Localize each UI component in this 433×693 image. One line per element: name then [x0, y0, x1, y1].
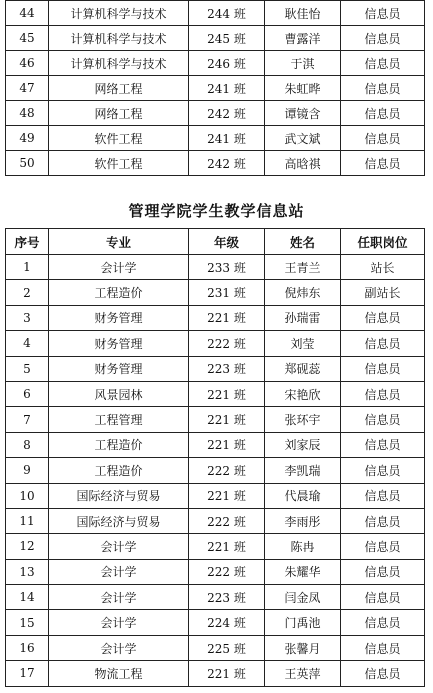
cell-position: 信息员: [341, 432, 425, 457]
cell-major: 软件工程: [49, 151, 189, 176]
cell-grade: 223 班: [189, 585, 265, 610]
cell-no: 2: [6, 280, 49, 305]
header-name: 姓名: [265, 229, 341, 255]
cell-position: 信息员: [341, 661, 425, 686]
cell-grade: 241 班: [189, 76, 265, 101]
header-position: 任职岗位: [341, 229, 425, 255]
header-major: 专业: [49, 229, 189, 255]
cell-grade: 223 班: [189, 356, 265, 381]
cell-name: 陈冉: [265, 534, 341, 559]
cell-grade: 221 班: [189, 407, 265, 432]
cell-no: 47: [6, 76, 49, 101]
cell-name: 王青兰: [265, 255, 341, 280]
cell-name: 宋艳欣: [265, 381, 341, 406]
cell-major: 软件工程: [49, 126, 189, 151]
cell-name: 高晗祺: [265, 151, 341, 176]
cell-no: 45: [6, 26, 49, 51]
cell-no: 5: [6, 356, 49, 381]
table-row: [6, 508, 425, 533]
table-row: [6, 151, 425, 176]
cell-name: 闫金凤: [265, 585, 341, 610]
cell-position: 信息员: [341, 381, 425, 406]
cell-name: 李雨彤: [265, 508, 341, 533]
cell-position: 信息员: [341, 26, 425, 51]
cell-no: 44: [6, 1, 49, 26]
cell-no: 17: [6, 661, 49, 686]
table-row: [6, 432, 425, 457]
cell-grade: 221 班: [189, 661, 265, 686]
cell-no: 7: [6, 407, 49, 432]
cell-no: 16: [6, 635, 49, 660]
cell-major: 会计学: [49, 635, 189, 660]
table-header-row: [6, 229, 425, 255]
cell-major: 会计学: [49, 585, 189, 610]
cell-no: 50: [6, 151, 49, 176]
cell-grade: 221 班: [189, 305, 265, 330]
table-row: [6, 407, 425, 432]
cell-major: 财务管理: [49, 356, 189, 381]
cell-name: 张环宇: [265, 407, 341, 432]
cell-name: 代晨瑜: [265, 483, 341, 508]
cell-major: 工程管理: [49, 407, 189, 432]
cell-no: 48: [6, 101, 49, 126]
cell-name: 朱耀华: [265, 559, 341, 584]
cell-name: 孙瑞雷: [265, 305, 341, 330]
cell-major: 会计学: [49, 534, 189, 559]
cell-major: 物流工程: [49, 661, 189, 686]
table-row: [6, 1, 425, 26]
cell-grade: 245 班: [189, 26, 265, 51]
cell-position: 信息员: [341, 483, 425, 508]
cell-grade: 242 班: [189, 151, 265, 176]
cell-major: 网络工程: [49, 76, 189, 101]
cell-position: 信息员: [341, 76, 425, 101]
table-row: [6, 26, 425, 51]
cell-major: 国际经济与贸易: [49, 483, 189, 508]
cell-position: 信息员: [341, 635, 425, 660]
cell-no: 1: [6, 255, 49, 280]
table-row: [6, 483, 425, 508]
table-row: [6, 381, 425, 406]
info-station-table-body: [6, 255, 425, 687]
info-station-table: [5, 228, 425, 687]
cell-position: 信息员: [341, 356, 425, 381]
table-row: [6, 331, 425, 356]
cell-major: 计算机科学与技术: [49, 51, 189, 76]
cell-name: 刘家辰: [265, 432, 341, 457]
cell-no: 13: [6, 559, 49, 584]
table-row: [6, 585, 425, 610]
cell-major: 会计学: [49, 255, 189, 280]
cell-name: 刘莹: [265, 331, 341, 356]
table-row: [6, 559, 425, 584]
cell-position: 信息员: [341, 610, 425, 635]
cell-major: 计算机科学与技术: [49, 26, 189, 51]
table-row: [6, 356, 425, 381]
cell-grade: 225 班: [189, 635, 265, 660]
cell-no: 10: [6, 483, 49, 508]
roster-table-continued-body: [6, 1, 425, 176]
table-row: [6, 76, 425, 101]
table-row: [6, 280, 425, 305]
table-row: [6, 101, 425, 126]
cell-position: 信息员: [341, 101, 425, 126]
cell-no: 14: [6, 585, 49, 610]
cell-name: 武文斌: [265, 126, 341, 151]
table-row: [6, 255, 425, 280]
cell-no: 8: [6, 432, 49, 457]
cell-major: 会计学: [49, 559, 189, 584]
cell-major: 财务管理: [49, 331, 189, 356]
cell-no: 11: [6, 508, 49, 533]
table-row: [6, 534, 425, 559]
cell-grade: 222 班: [189, 331, 265, 356]
table-row: [6, 126, 425, 151]
cell-grade: 222 班: [189, 458, 265, 483]
cell-position: 信息员: [341, 126, 425, 151]
cell-name: 王英萍: [265, 661, 341, 686]
cell-major: 国际经济与贸易: [49, 508, 189, 533]
header-grade: 年级: [189, 229, 265, 255]
cell-grade: 221 班: [189, 381, 265, 406]
cell-no: 6: [6, 381, 49, 406]
cell-name: 耿佳怡: [265, 1, 341, 26]
table-row: [6, 458, 425, 483]
cell-grade: 242 班: [189, 101, 265, 126]
cell-grade: 244 班: [189, 1, 265, 26]
cell-grade: 231 班: [189, 280, 265, 305]
cell-grade: 222 班: [189, 559, 265, 584]
cell-grade: 221 班: [189, 432, 265, 457]
cell-no: 12: [6, 534, 49, 559]
cell-grade: 233 班: [189, 255, 265, 280]
cell-position: 信息员: [341, 51, 425, 76]
cell-position: 信息员: [341, 151, 425, 176]
cell-position: 信息员: [341, 1, 425, 26]
cell-name: 谭镜含: [265, 101, 341, 126]
cell-name: 于淇: [265, 51, 341, 76]
cell-name: 朱虹晔: [265, 76, 341, 101]
cell-position: 副站长: [341, 280, 425, 305]
cell-no: 4: [6, 331, 49, 356]
cell-name: 倪炜东: [265, 280, 341, 305]
cell-no: 49: [6, 126, 49, 151]
table-row: [6, 305, 425, 330]
cell-grade: 221 班: [189, 483, 265, 508]
cell-position: 信息员: [341, 331, 425, 356]
cell-position: 信息员: [341, 305, 425, 330]
cell-position: 信息员: [341, 508, 425, 533]
cell-major: 会计学: [49, 610, 189, 635]
cell-position: 信息员: [341, 458, 425, 483]
cell-name: 曹露洋: [265, 26, 341, 51]
cell-grade: 221 班: [189, 534, 265, 559]
cell-no: 15: [6, 610, 49, 635]
cell-position: 信息员: [341, 407, 425, 432]
table-row: [6, 661, 425, 686]
cell-name: 张馨月: [265, 635, 341, 660]
section-title: 管理学院学生教学信息站: [128, 202, 305, 220]
roster-table-continued: [5, 0, 425, 176]
cell-grade: 224 班: [189, 610, 265, 635]
cell-grade: 222 班: [189, 508, 265, 533]
cell-major: 风景园林: [49, 381, 189, 406]
cell-name: 郑砚蕊: [265, 356, 341, 381]
cell-major: 工程造价: [49, 432, 189, 457]
cell-no: 3: [6, 305, 49, 330]
cell-grade: 246 班: [189, 51, 265, 76]
cell-name: 李凯瑞: [265, 458, 341, 483]
cell-position: 站长: [341, 255, 425, 280]
cell-grade: 241 班: [189, 126, 265, 151]
cell-major: 工程造价: [49, 280, 189, 305]
cell-position: 信息员: [341, 534, 425, 559]
cell-major: 计算机科学与技术: [49, 1, 189, 26]
cell-name: 门禹池: [265, 610, 341, 635]
table-row: [6, 610, 425, 635]
cell-major: 财务管理: [49, 305, 189, 330]
cell-major: 网络工程: [49, 101, 189, 126]
cell-major: 工程造价: [49, 458, 189, 483]
header-no: 序号: [6, 229, 49, 255]
cell-position: 信息员: [341, 585, 425, 610]
table-row: [6, 51, 425, 76]
cell-position: 信息员: [341, 559, 425, 584]
table-row: [6, 635, 425, 660]
cell-no: 9: [6, 458, 49, 483]
cell-no: 46: [6, 51, 49, 76]
